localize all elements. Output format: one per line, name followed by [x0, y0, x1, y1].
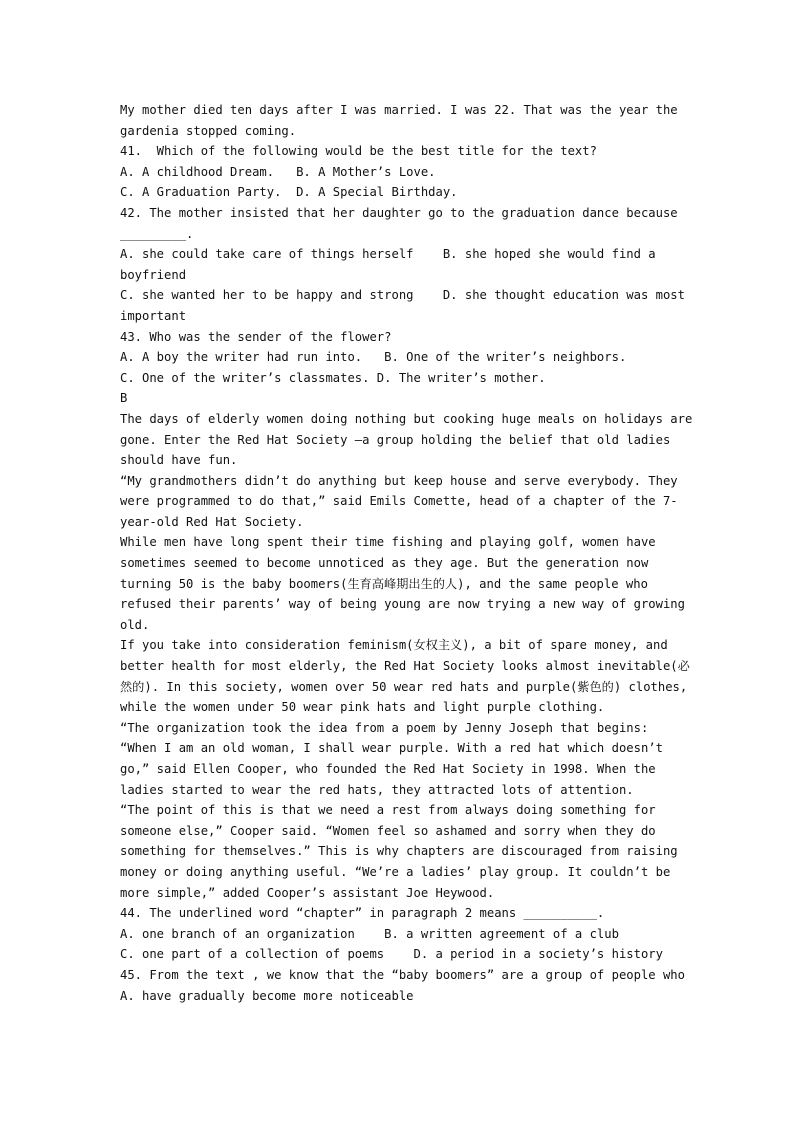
text-line: someone else,” Cooper said. “Women feel so ashamed and sorry when they do: [120, 823, 656, 838]
question-43-stem: 43. Who was the sender of the flower?: [120, 329, 392, 344]
text-line: “The organization took the idea from a poem by Jenny Joseph that begins:: [120, 720, 649, 735]
text-line: go,” said Ellen Cooper, who founded the Red Hat Society in 1998. When the: [120, 762, 656, 776]
text-line: If you take into consideration feminism(女权主义), a bit of spare money, and: [120, 638, 668, 653]
question-44-stem: 44. The underlined word “chapter” in paragraph 2 means __________.: [120, 906, 605, 921]
text-line: were programmed to do that,” said Emils Comette, head of a chapter of the 7-: [120, 494, 678, 509]
text-line: more simple,” added Cooper’s assistant Joe Heywood.: [120, 885, 495, 900]
question-45-option-a: A. have gradually become more noticeable: [120, 988, 414, 1003]
text-line: better health for most elderly, the Red Hat Society looks almost inevitable(必: [120, 659, 690, 674]
text-line: “The point of this is that we need a rest from always doing something for: [120, 803, 656, 818]
text-line: money or doing anything useful. “We’re a ladies’ play group. It couldn’t be: [120, 864, 671, 879]
text-line: something for themselves.” This is why chapters are discouraged from raising: [120, 844, 678, 859]
text-line: While men have long spent their time fishing and playing golf, women have: [120, 535, 656, 550]
text-line: year-old Red Hat Society.: [120, 514, 304, 529]
text-line: turning 50 is the baby boomers(生育高峰期出生的人), and the same people who: [120, 576, 648, 591]
text-line: old.: [120, 617, 150, 632]
text-line: while the women under 50 wear pink hats and light purple clothing.: [120, 700, 605, 715]
question-45-stem: 45. From the text , we know that the “baby boomers” are a group of people who: [120, 967, 685, 982]
text-line: gardenia stopped coming.: [120, 123, 297, 138]
question-41-options-ab: A. A childhood Dream. B. A Mother’s Love.: [120, 164, 436, 179]
text-line: refused their parents’ way of being young are now trying a new way of growing: [120, 597, 685, 612]
question-42-blank: _________.: [120, 226, 194, 241]
text-line: gone. Enter the Red Hat Society —a group holding the belief that old ladies: [120, 432, 671, 447]
section-heading-b: B: [120, 391, 128, 406]
question-43-options-ab: A. A boy the writer had run into. B. One of the writer’s neighbors.: [120, 350, 627, 365]
question-44-options-ab: A. one branch of an organization B. a written agreement of a club: [120, 926, 619, 941]
question-42-stem: 42. The mother insisted that her daughter go to the graduation dance because: [120, 205, 678, 220]
text-line: important: [120, 308, 187, 323]
text-line: 然的). In this society, women over 50 wear red hats and purple(紫色的) clothes,: [120, 679, 688, 694]
text-line: “My grandmothers didn’t do anything but keep house and serve everybody. They: [120, 473, 678, 488]
question-41-options-cd: C. A Graduation Party. D. A Special Birthday.: [120, 185, 458, 200]
question-42-options-ab: A. she could take care of things herself B. she hoped she would find a: [120, 247, 656, 262]
text-line: sometimes seemed to become unnoticed as they age. But the generation now: [120, 556, 649, 571]
document-text: [120, 100, 693, 1006]
text-line: ladies started to wear the red hats, they attracted lots of attention.: [120, 782, 634, 797]
question-42-options-cd: C. she wanted her to be happy and strong D. she thought education was most: [120, 288, 685, 303]
text-line: The days of elderly women doing nothing but cooking huge meals on holidays are: [120, 411, 693, 426]
text-line: should have fun.: [120, 453, 238, 468]
question-43-options-cd: C. One of the writer’s classmates. D. The writer’s mother.: [120, 370, 546, 385]
text-line: My mother died ten days after I was married. I was 22. That was the year the: [120, 103, 678, 117]
question-41-stem: 41. Which of the following would be the best title for the text?: [120, 144, 597, 159]
question-44-options-cd: C. one part of a collection of poems D. a period in a society’s history: [120, 947, 663, 962]
text-line: “When I am an old woman, I shall wear purple. With a red hat which doesn’t: [120, 741, 663, 756]
text-line: boyfriend: [120, 267, 187, 282]
